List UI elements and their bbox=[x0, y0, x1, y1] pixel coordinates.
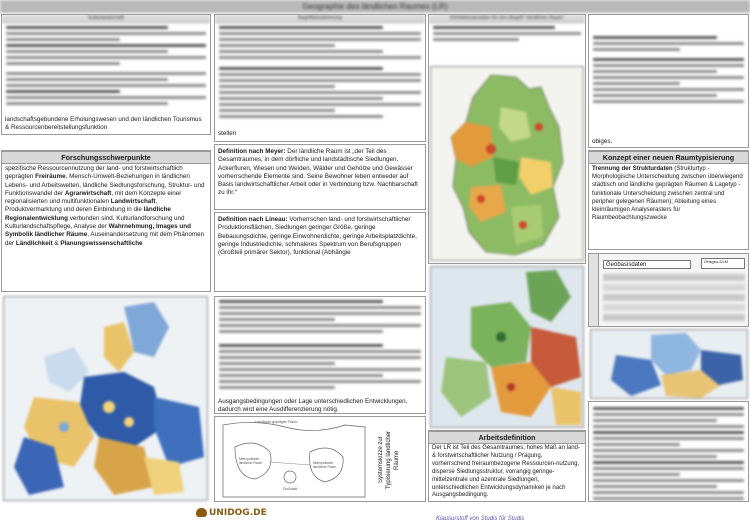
dog-icon bbox=[196, 508, 207, 517]
col3-top-heading: Definitionsansätze für den Begriff "ländlicher Raum" bbox=[429, 15, 585, 23]
geobasisdaten-table bbox=[588, 253, 749, 327]
col4-blurred-text bbox=[589, 15, 748, 103]
typisierung-sketch bbox=[214, 416, 426, 502]
logo-text: UNIDOG.DE bbox=[209, 508, 267, 518]
col1-top-heading: Kulturlandschaft bbox=[2, 15, 210, 23]
meyer-definition: Definition nach Meyer: Der ländliche Raum ist „der Teil des Gesamtraumes, in dem dörfliche und landstädtische Siedlungen, Ackerfluren, Wiesen und Weiden, Wälder und Gehölze und Gewässer vorherrschende Elemente sind. Seine Bewohner leben entweder auf Basis landwirtschaftlicher Arbeit oder in Verbindung bzw. Nachbarschaft zu ihr.“ bbox=[218, 148, 418, 197]
col2-top-heading: Begriffsbestimmung bbox=[215, 15, 425, 23]
col1-top-panel bbox=[1, 14, 211, 135]
lineau-panel bbox=[214, 212, 426, 292]
konzept-heading: Konzept einer neuen Raumtypisierung bbox=[589, 151, 748, 164]
sketch-caption: Systemskizze zur Typisierung ländlicher Räume bbox=[378, 430, 400, 490]
table-header-ortsgeo: Ortsgeo-DLM bbox=[701, 258, 745, 269]
col2-middle-blurred bbox=[215, 300, 425, 389]
europe-map-rural-types bbox=[3, 296, 208, 501]
germany-map bbox=[430, 66, 584, 261]
arbeitsdefinition-panel bbox=[428, 430, 586, 502]
sketch-label-right: Metropolitaner ländlicher Raum bbox=[313, 461, 337, 469]
arbeitsdefinition-text: Der LR ist Teil des Gesamtraumes, hohes Maß an land- & forstwirtschaftlicher Nutzung / Prägung, vorherrschend freiraumbezogene Ressourcen-nutzung, disperse Siedlungsstruktur, vorrangig geringe- mittelzentrale und azentrale Siedlungen, unterschiedlichen Entwicklungsdynamiken je nach Ausgangsbedingung. bbox=[432, 445, 580, 499]
page-title: Geographie des ländlichen Raumes (LR) bbox=[0, 0, 750, 13]
col2-top-panel bbox=[214, 14, 426, 142]
europe-map-small bbox=[590, 329, 748, 399]
forschung-panel bbox=[1, 150, 211, 292]
sketch-title: Landlicher geprägter Raum bbox=[255, 420, 298, 424]
forschung-text: spezifische Ressourcennutzung der land- und forstwirtschaftlich geprägten Freiräume, Mensch-Umwelt-Beziehungen in ländlichen Lebens- und Arbeitswelten, ländliche Siedlungsforschung, Struktur- und Funktionswandel der Agrarwirtschaft, mit dem Konzepte einer regionalisierten und multifunktionalen Landwirtschaft, Produktvermarktung und deren Einbindung in die ländliche Regionalentwicklung verbunden sind, Kulturlandforschung und Kulturlandschaftspflege, Analyse der Wahrnehmung, Images und Symbolik ländlicher Räume, Auseinandersetzung mit dem Phänomen der Ländlichkeit & Planungswissenschaftliche bbox=[5, 165, 205, 247]
col4-bullet-panel bbox=[588, 401, 749, 502]
footer-text: Klausurstoff von Studis für Studis bbox=[436, 516, 525, 522]
unidog-logo[interactable] bbox=[196, 508, 267, 518]
col4-carry-text: obiges. bbox=[592, 138, 613, 145]
col2-bottom-text: Ausgangsbedingungen oder Lage unterschiedlichen Entwicklungen, dadurch wird eine Ausdifferenzierung nötig. bbox=[218, 398, 408, 414]
meyer-panel bbox=[214, 144, 426, 210]
table-header-geobasis: Geobasisdaten bbox=[603, 260, 691, 269]
konzept-panel bbox=[588, 150, 749, 250]
col1-carry-text: landschaftsgebundene Erholungswesen und den ländlichen Tourismus & Ressourcenbereitstellungsfunktion bbox=[5, 116, 202, 132]
konzept-text: Trennung der Strukturdaten (Strukturtyp - Morphologische Unterscheidung zwischen überwiegend städtisch und ländliche geprägten Räumen & Lagetyp - funktionale Unterscheidung zwischen zentral und peripher gelegenen Räumen); Ableitung eines kleinräumigen Analyserasters für Raumbeobachtungszwecke bbox=[592, 165, 743, 222]
table-blurred-cells bbox=[603, 274, 745, 321]
col3-blurred-text bbox=[429, 26, 585, 41]
eu-map bbox=[430, 266, 584, 428]
col2-carry-text: stellen bbox=[218, 130, 237, 137]
sketch-label-city: Großstadt bbox=[283, 487, 298, 491]
sketch-label-left: Metropolitaner ländlicher Raum bbox=[239, 457, 263, 465]
arbeitsdefinition-heading: Arbeitsdefinition bbox=[429, 431, 585, 444]
col4-bullet-list bbox=[589, 402, 748, 502]
col2-blurred-text bbox=[215, 26, 425, 118]
forschung-heading: Forschungsschwerpunkte bbox=[2, 151, 210, 164]
table-side-strip bbox=[589, 254, 599, 327]
col2-middle-panel bbox=[214, 296, 426, 414]
lineau-definition: Definition nach Lineau: Vorherrschen land- und forstwirtschaftlicher Produktionsflächen, Siedlungen geringer Größe, geringe Bebauungsdichte, geringe Einwohnerdichte, geringe Arbeitsplatzdichte, geringe Industriedichte, schmaleres Spektrum von Berufsgruppen (Großteil primärer Sektor), funktional (Abhängie bbox=[218, 216, 417, 257]
col4-top-panel bbox=[588, 14, 749, 148]
col1-blurred-text bbox=[2, 26, 210, 105]
